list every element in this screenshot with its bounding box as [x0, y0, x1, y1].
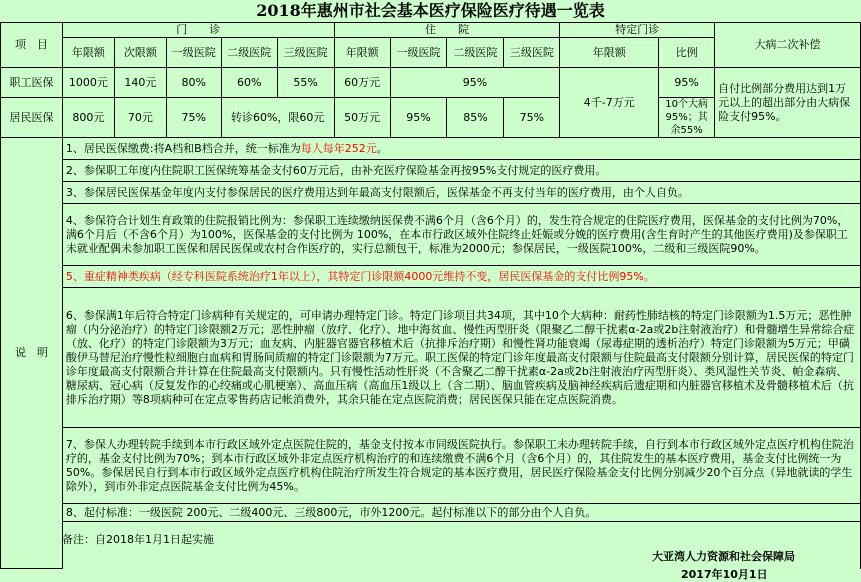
employee-level2: 60%	[221, 68, 277, 98]
header-critical: 大病二次补偿	[715, 23, 861, 68]
header-item: 项 目	[1, 23, 63, 68]
resident-sp-ratio: 10个大病95%；其余55%	[659, 98, 715, 138]
employee-level1: 80%	[166, 68, 221, 98]
resident-in-level3: 75%	[504, 98, 560, 138]
header-annual-limit: 年限额	[62, 38, 114, 68]
note-5: 5、重症精神类疾病（经专科医院系统治疗1年以上），其特定门诊限额4000元维持不变，居民医保基金的支付比例95%。	[62, 266, 860, 288]
note-6: 6、参保满1年后符合特定门诊病种有关规定的，可申请办理特定门诊。特定门诊项目共34项，其中10个大病种：耐药性肺结核的特定门诊限额为1.5万元；恶性肿瘤（内分泌治疗）的特定门诊限额2万元；恶性肿瘤（放疗、化疗）、地中海贫血、慢性丙型肝炎（限聚乙二醇干扰素α-2a或2b注射液治疗）和骨髓增生异常综合症（放、化疗）的特定门诊限额为3万元；血友病、内脏器官器官移植术后（抗排斥治疗期）和慢性肾功能衰竭（尿毒症期的透析治疗）特定门诊限额为5万元；甲磺酸伊马替尼治疗慢性粒细胞白血病和胃肠间质瘤的特定门诊限额为7万元。职工医保的特定门诊年度最高支付限额与住院最高支付限额分别计算，居民医保的特定门诊年度最高支付限额合并计算在住院最高支付限额内。只有慢性活动性肝炎（不含聚乙二醇干扰素α-2a或2b注射液治疗丙型肝炎）、类风湿性关节炎、帕金森病、糖尿病、冠心病（反复发作的心绞痛或心肌梗塞）、高血压病（高血压1级以上（含二期）、脑血管疾病及脑神经疾病后遗症期和内脏器官移植术及骨髓移植术后（抗排斥治疗期）等8项病种可在定点零售药店记帐消费外，其余只能在定点医院消费；居民医保只能在定点医院消费。	[62, 288, 860, 428]
header-outpatient: 门 诊	[62, 23, 334, 38]
notes-label: 说 明	[1, 138, 63, 569]
note-1: 1、居民医保缴费:将A档和B档合并，统一标准为每人每年252元。	[62, 138, 860, 160]
employee-sp-ratio: 95%	[659, 68, 715, 98]
header-sp-ratio: 比例	[659, 38, 715, 68]
header-in-level1: 一级医院	[390, 38, 447, 68]
resident-in-level2: 85%	[447, 98, 504, 138]
page-title: 2018年惠州市社会基本医疗保险医疗待遇一览表	[0, 0, 861, 23]
header-in-annual: 年限额	[334, 38, 390, 68]
special-annual-limit: 4千-7万元	[560, 68, 659, 138]
header-inpatient: 住 院	[334, 23, 560, 38]
header-in-level2: 二级医院	[447, 38, 504, 68]
resident-in-level1: 95%	[390, 98, 447, 138]
header-special: 特定门诊	[560, 23, 715, 38]
header-level3: 三级医院	[277, 38, 334, 68]
row-label-employee: 职工医保	[1, 68, 63, 98]
footer-note: 备注：自2018年1月1日起实施	[62, 533, 214, 546]
note-1-highlight: 每人每年252元	[300, 141, 377, 155]
note-3: 3、参保居民医保基金年度内支付参保居民的医疗费用达到年最高支付限额后，医保基金不再支付当年的医疗费用，由个人自负。	[62, 182, 860, 204]
employee-in-ratio: 95%	[390, 68, 560, 98]
resident-level1: 75%	[166, 98, 221, 138]
benefit-table	[0, 22, 861, 569]
header-level1: 一级医院	[166, 38, 221, 68]
row-label-resident: 居民医保	[1, 98, 63, 138]
note-2: 2、参保职工年度内住院职工医保统筹基金支付60万元后，由补充医疗保险基金再按95%支付规定的医疗费用。	[62, 160, 860, 182]
note-8: 8、起付标准：一级医院 200元、二级400元、三级800元，市外1200元。起付标准以下的部分由个人自负。	[62, 504, 860, 522]
resident-level23: 转诊60%，限60元	[221, 98, 334, 138]
footer-date: 2017年10月1日	[681, 568, 768, 581]
footer-org: 大亚湾人力资源和社会保障局	[652, 550, 795, 563]
critical-illness-text: 自付比例部分费用达到1万元以上的超出部分由大病保险支付95%。	[715, 68, 861, 138]
note-4: 4、参保符合计划生育政策的住院报销比例为：参保职工连续缴纳医保费不满6个月（含6个月）的，发生符合规定的住院医疗费用，医保基金的支付比例为70%，满6个月后（不含6个月）为100%，医保基金的支付比例为 100%，在本市行政区域外住院终止妊娠或分娩的医疗费用(含生育时产生的其他医疗费用)及参保职工未就业配偶未参加职工医保和居民医保或农村合作医疗的，实行总额包干，标准为2000元；参保居民，一级医院100%，二级和三级医院90%。	[62, 204, 860, 266]
employee-level3: 55%	[277, 68, 334, 98]
resident-per-visit: 70元	[114, 98, 166, 138]
employee-in-annual: 60万元	[334, 68, 390, 98]
header-in-level3: 三级医院	[504, 38, 560, 68]
header-sp-annual: 年限额	[560, 38, 659, 68]
header-level2: 二级医院	[221, 38, 277, 68]
resident-annual: 800元	[62, 98, 114, 138]
employee-annual: 1000元	[62, 68, 114, 98]
resident-in-annual: 50万元	[334, 98, 390, 138]
header-per-visit-limit: 次限额	[114, 38, 166, 68]
employee-per-visit: 140元	[114, 68, 166, 98]
note-7: 7、参保人办理转院手续到本市行政区域外定点医院住院的，基金支付按本市同级医院执行。参保职工未办理转院手续，自行到本市行政区域外定点医疗机构住院治疗的，基金支付比例为70%；到本市行政区域外非定点医疗机构治疗的和连续缴费不满6个月（含6个月）的，其住院发生的基本医疗费用，基金支付比例统一为50%。参保居民自行到本市行政区域外定点医疗机构住院治疗所发生符合规定的基本医疗费用，居民医疗保险基金支付比例分别减少20个百分点（异地就读的学生除外），到市外非定点医院基金支付比例为45%。	[62, 428, 860, 504]
